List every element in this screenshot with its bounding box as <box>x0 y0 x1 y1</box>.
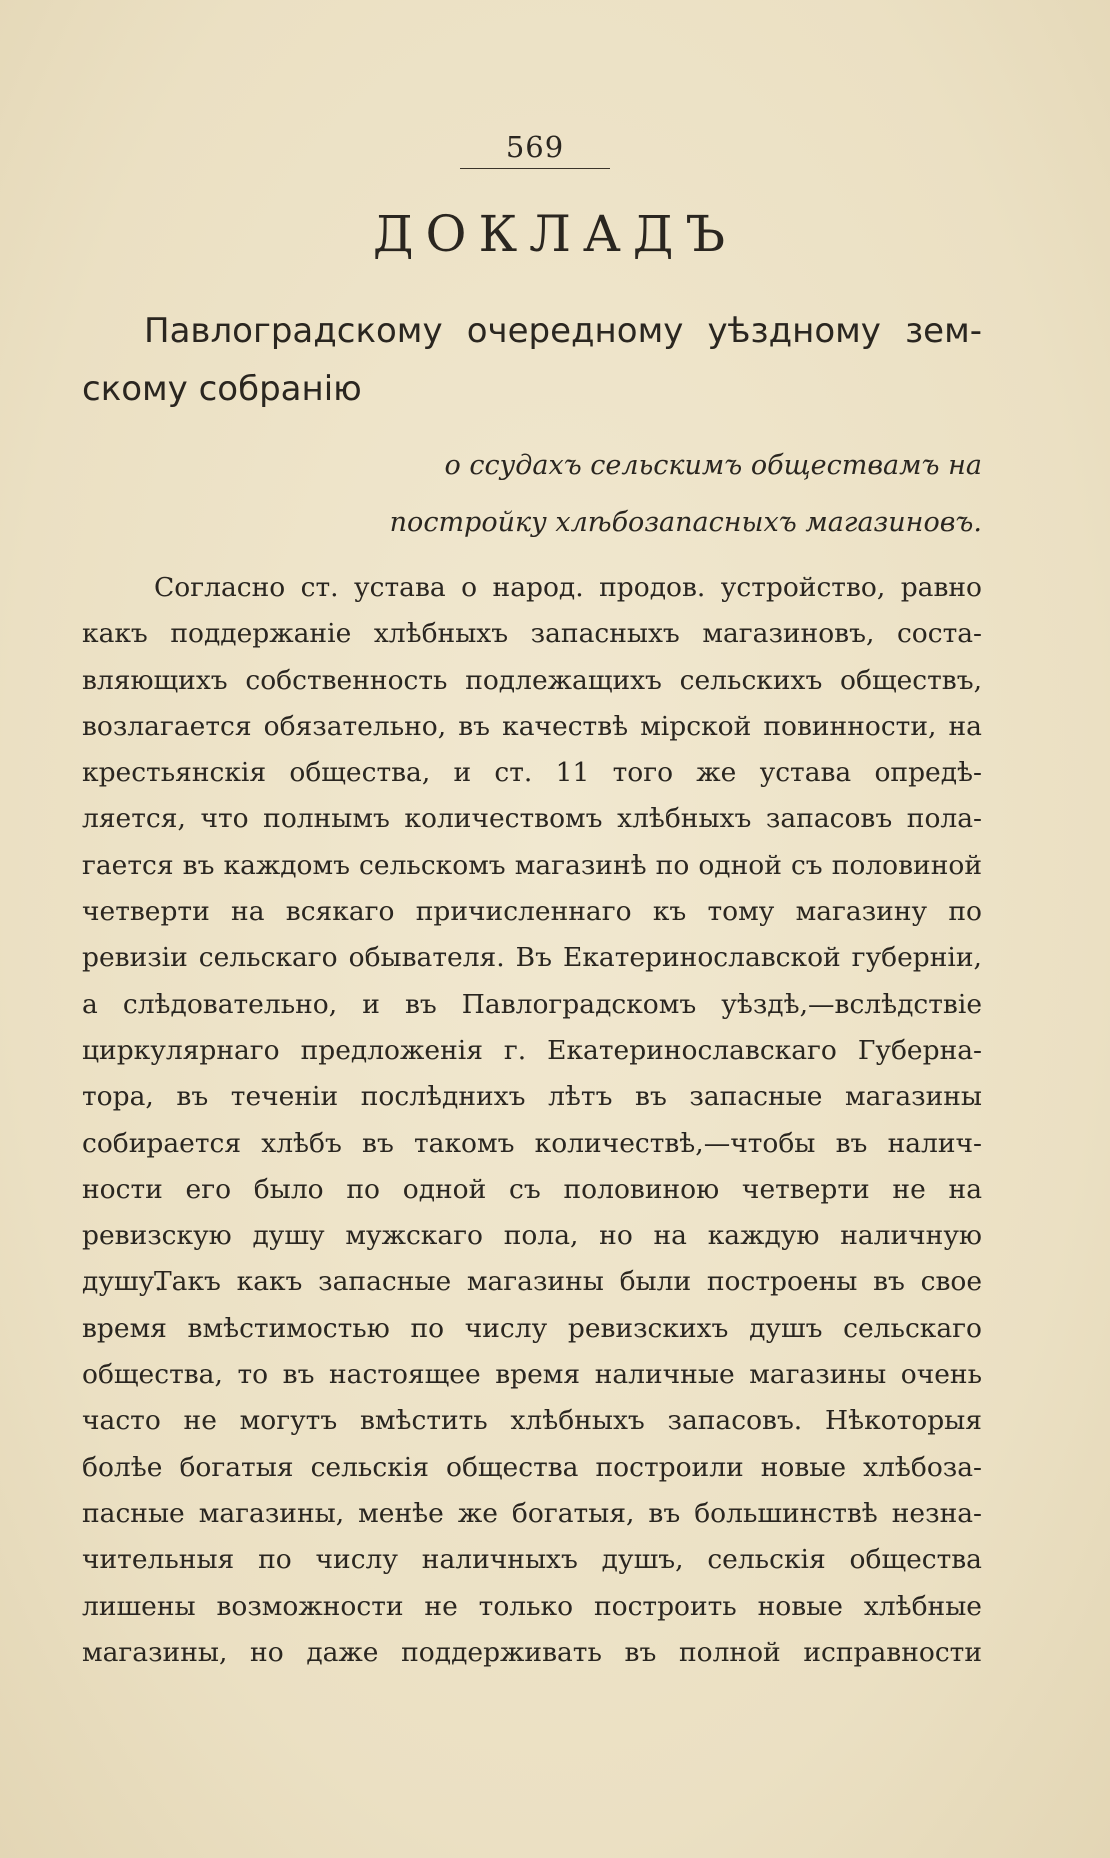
text-line: чительныя по числу наличныхъ душъ, сельскія общества <box>82 1544 982 1576</box>
text-line: возлагается обязательно, въ качествѣ мірской повинности, на <box>82 710 982 742</box>
text-line: ревизіи сельскаго обывателя. Въ Екатеринославской губерніи, <box>82 942 982 974</box>
document-title: ДОКЛАДЪ <box>372 205 738 263</box>
text-line: ляется, что полнымъ количествомъ хлѣбныхъ запасовъ пола- <box>82 803 982 835</box>
subject-line: о ссудахъ сельскимъ обществамъ на <box>444 450 982 481</box>
text-line: магазины, но даже поддерживать въ полной исправности <box>82 1636 982 1668</box>
text-line: четверти на всякаго причисленнаго къ тому магазину по <box>82 896 982 928</box>
text-line: тора, въ теченіи послѣднихъ лѣтъ въ запасные магазины <box>82 1081 982 1113</box>
text-line: вляющихъ собственность подлежащихъ сельскихъ обществъ, <box>82 664 982 696</box>
text-line: ревизскую душу мужскаго пола, но на каждую наличную душу. <box>82 1220 982 1298</box>
page-number-rule <box>460 168 610 169</box>
addressee <box>82 302 982 418</box>
body-text <box>82 565 982 1676</box>
text-line: пасные магазины, менѣе же богатыя, въ большинствѣ незна- <box>82 1497 982 1529</box>
text-line: Такъ какъ запасные магазины были построены въ свое <box>154 1266 982 1298</box>
text-line: гается въ каждомъ сельскомъ магазинѣ по одной съ половиной <box>82 849 982 881</box>
addressee-line: скому собранію <box>82 369 362 409</box>
text-line: Согласно ст. устава о народ. продов. устройство, равно <box>154 572 982 603</box>
subject-line: постройку хлѣбозапасныхъ магазиновъ. <box>389 507 982 538</box>
text-line: болѣе богатыя сельскія общества построили новые хлѣбоза- <box>82 1451 982 1483</box>
page-number: 569 <box>505 130 565 164</box>
text-line: ности его было по одной съ половиною четверти не на <box>82 1173 982 1205</box>
text-line: а слѣдовательно, и въ Павлоградскомъ уѣздѣ,—вслѣдствіе <box>82 988 982 1020</box>
text-line: часто не могутъ вмѣстить хлѣбныхъ запасовъ. Нѣкоторыя <box>82 1405 982 1437</box>
report-subject <box>370 437 982 551</box>
text-line: время вмѣстимостью по числу ревизскихъ душъ сельскаго <box>82 1312 982 1344</box>
text-line: крестьянскія общества, и ст. 11 того же устава опредѣ- <box>82 757 982 789</box>
text-line: собирается хлѣбъ въ такомъ количествѣ,—чтобы въ налич- <box>82 1127 982 1159</box>
text-line: какъ поддержаніе хлѣбныхъ запасныхъ магазиновъ, соста- <box>82 618 982 650</box>
addressee-line: Павлоградскому очередному уѣздному зем- <box>144 311 982 351</box>
text-line: циркулярнаго предложенія г. Екатеринославскаго Губерна- <box>82 1034 982 1066</box>
text-line: лишены возможности не только построить новые хлѣбные <box>82 1590 982 1622</box>
text-line: общества, то въ настоящее время наличные магазины очень <box>82 1359 982 1391</box>
